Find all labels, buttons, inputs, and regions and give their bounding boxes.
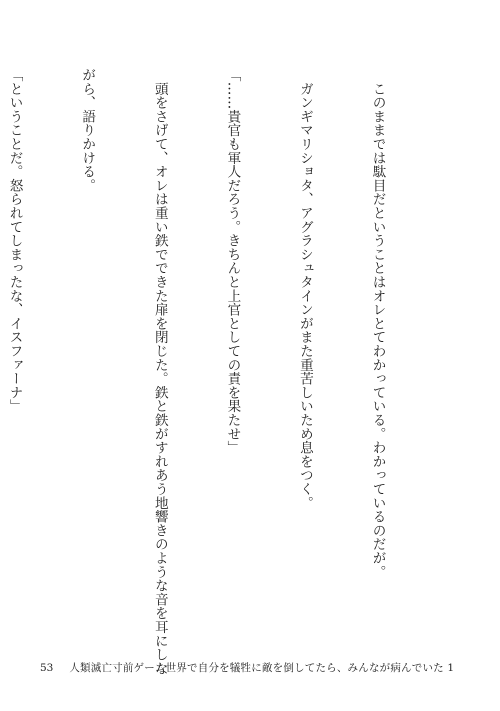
text-line-5: がら、語りかける。 bbox=[79, 68, 96, 193]
text-line-3: 「……貴官も軍人だろう。きちんと上官としての責を果たせ」 bbox=[224, 68, 241, 455]
page-footer bbox=[40, 660, 454, 675]
running-title: 人類滅亡寸前ゲーム世界で自分を犠牲に敵を倒してたら、みんなが病んでいた 1 bbox=[69, 662, 455, 674]
text-line-4: 頭をさげて、オレは重い鉄でできた扉を閉じた。鉄と鉄がすれあう地響きのような音を耳にしな bbox=[151, 68, 168, 676]
text-line-2: ガンギマリショタ、アグラシュタインがまた重苦しいため息をつく。 bbox=[296, 68, 313, 510]
text-line-1: このままでは駄目だということはオレとてわかっている。わかっているのだが。 bbox=[369, 68, 386, 579]
page-number: 53 bbox=[40, 662, 54, 674]
text-line-6: 「ということだ。怒られてしまったな、イスファーナ」 bbox=[6, 68, 23, 413]
